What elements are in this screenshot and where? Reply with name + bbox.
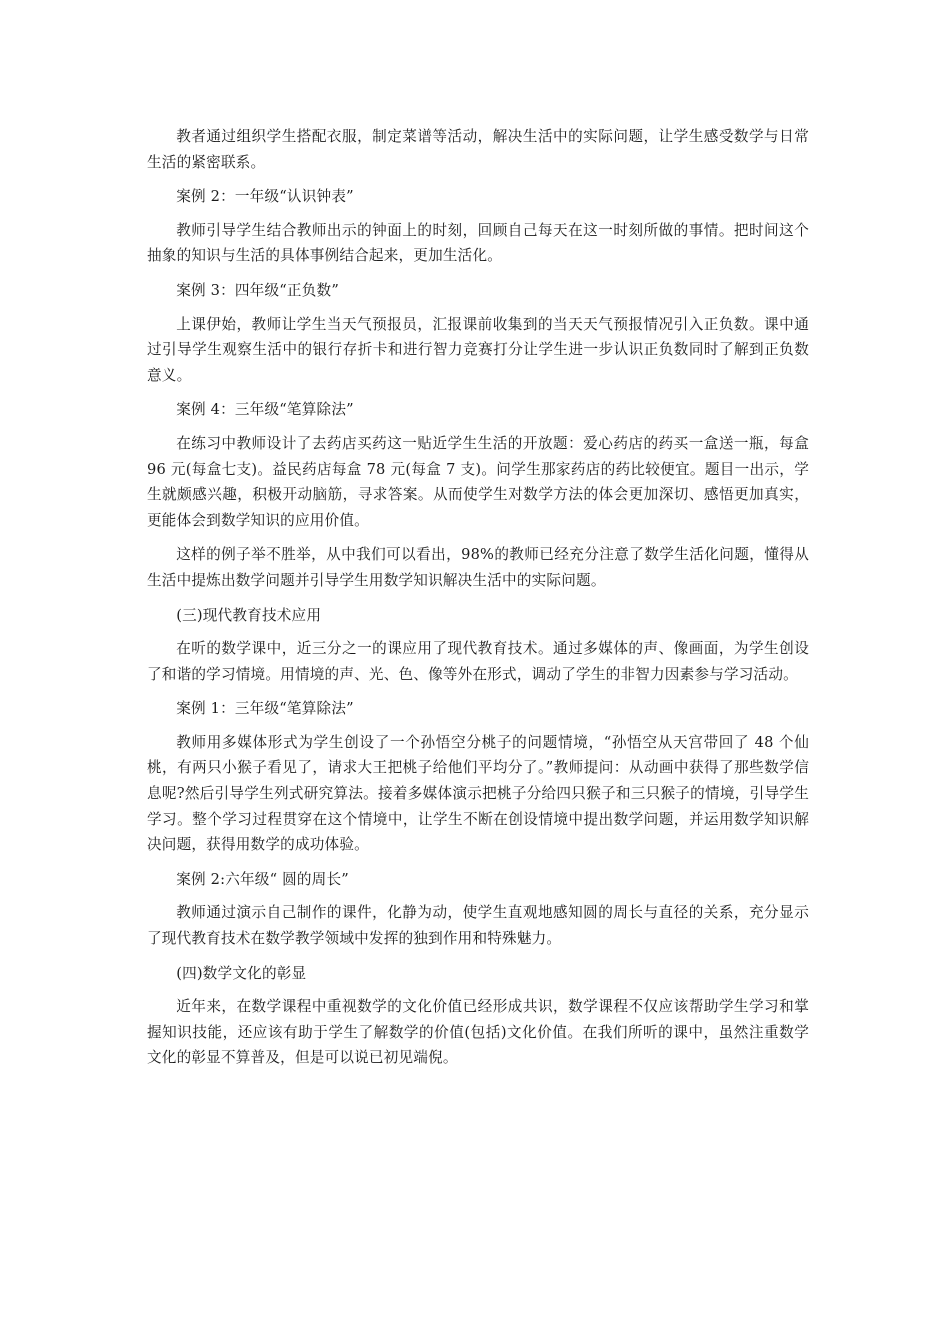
document-page [147,124,809,1080]
case-heading: 案例 4：三年级“笔算除法” [176,401,354,419]
case-heading: 案例 2：一年级“认识钟表” [176,188,354,206]
case-heading: 案例 1：三年级“笔算除法” [176,700,354,718]
paragraph: 教者通过组织学生搭配衣服，制定菜谱等活动，解决生活中的实际问题，让学生感受数学与日常生活的紧密联系。 [147,128,809,171]
section-heading: (四)数学文化的彰显 [176,964,307,982]
paragraph: 在听的数学课中，近三分之一的课应用了现代教育技术。通过多媒体的声、像画面，为学生创设了和谐的学习情境。用情境的声、光、色、像等外在形式，调动了学生的非智力因素参与学习活动。 [147,640,809,683]
paragraph: 教师引导学生结合教师出示的钟面上的时刻，回顾自己每天在这一时刻所做的事情。把时间这个抽象的知识与生活的具体事例结合起来，更加生活化。 [147,221,809,265]
paragraph: 教师用多媒体形式为学生创设了一个孙悟空分桃子的问题情境，“孙悟空从天宫带回了 48 个仙桃，有两只小猴子看见了，请求大王把桃子给他们平均分了。”教师提问：从动画中获得了那些数学信息呢?然后引导学生列式研究算法。接着多媒体演示把桃子分给四只猴子和三只猴子的情境，引导学生学习。整个学习过程贯穿在这个情境中，让学生不断在创设情境中提出数学问题，并运用数学知识解决问题，获得用数学的成功体验。 [147,733,809,854]
section-heading: (三)现代教育技术应用 [176,606,322,624]
paragraph: 这样的例子举不胜举，从中我们可以看出，98%的教师已经充分注意了数学生活化问题，懂得从生活中提炼出数学问题并引导学生用数学知识解决生活中的实际问题。 [147,546,809,589]
paragraph: 近年来，在数学课程中重视数学的文化价值已经形成共识，数学课程不仅应该帮助学生学习和掌握知识技能，还应该有助于学生了解数学的价值(包括)文化价值。在我们所听的课中，虽然注重数学文化的彰显不算普及，但是可以说已初见端倪。 [147,998,809,1067]
case-heading: 案例 3：四年级“正负数” [176,281,339,299]
paragraph: 教师通过演示自己制作的课件，化静为动，使学生直观地感知圆的周长与直径的关系，充分显示了现代教育技术在数学教学领域中发挥的独到作用和特殊魅力。 [147,904,809,948]
paragraph: 上课伊始，教师让学生当天气预报员，汇报课前收集到的当天天气预报情况引入正负数。课中通过引导学生观察生活中的银行存折卡和进行智力竞赛打分让学生进一步认识正负数同时了解到正负数意义。 [147,315,809,384]
paragraph: 在练习中教师设计了去药店买药这一贴近学生生活的开放题：爱心药店的药买一盒送一瓶，每盒 96 元(每盒七支)。益民药店每盒 78 元(每盒 7 支)。问学生那家药店的药比较便宜。题目一出示，学生就颇感兴趣，积极开动脑筋，寻求答案。从而使学生对数学方法的体会更加深切、感悟更加真实，更能体会到数学知识的应用价值。 [147,434,809,529]
case-heading: 案例 2:六年级“ 圆的周长” [176,870,349,888]
